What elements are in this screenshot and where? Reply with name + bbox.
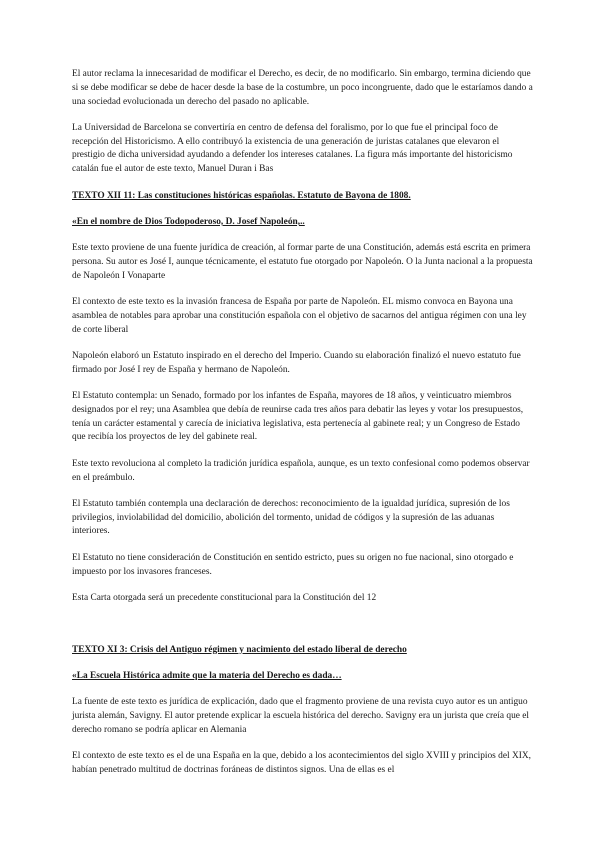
paragraph: Esta Carta otorgada será un precedente constitucional para la Constitución del 12 bbox=[72, 592, 377, 603]
section-quote: «En el nombre de Dios Todopoderoso, D. Josef Napoleón,.. bbox=[72, 216, 305, 227]
section-quote: «La Escuela Histórica admite que la materia del Derecho es dada… bbox=[72, 670, 342, 681]
paragraph: El contexto de este texto es el de una España en la que, debido a los acontecimientos del siglo XVIII y principios del XIX, habían penetrado multitud de doctrinas foráneas de distintos signos. Una de ellas es el bbox=[72, 751, 531, 775]
paragraph: El contexto de este texto es la invasión francesa de España por parte de Napoleón. EL mismo convoca en Bayona una asamblea de notables para aprobar una constitución española con el objetivo de sacarnos del antigua régimen con una ley de corte liberal bbox=[72, 297, 527, 335]
paragraph: Napoleón elaboró un Estatuto inspirado en el derecho del Imperio. Cuando su elaboración finalizó el nuevo estatuto fue firmado por José I rey de España y hermano de Napoleón. bbox=[72, 350, 521, 375]
paragraph: La Universidad de Barcelona se convertiría en centro de defensa del foralismo, por lo que fue el principal foco de recepción del Historicismo. A ello contribuyó la existencia de una generación de juristas catalanes que elevaron el prestigio de dicha universidad ayudando a defender los intereses catalanes. La figura más importante del historicismo catalán fue el autor de este texto, Manuel Duran i Bas bbox=[72, 122, 513, 175]
paragraph: El Estatuto contempla: un Senado, formado por los infantes de España, mayores de 18 años, y veinticuatro miembros designados por el rey; una Asamblea que debía de reunirse cada tres años para debatir las leyes y votar los presupuestos, tenía un carácter estamental y carecía de iniciativa legislativa, esta pertenecía al gabinete real; y un Congreso de Estado que recibía los proyectos de ley del gabinete real. bbox=[72, 391, 524, 443]
section-heading: TEXTO XII 11: Las constituciones históricas españolas. Estatuto de Bayona de 1808. bbox=[72, 190, 411, 201]
paragraph: Este texto revoluciona al completo la tradición jurídica española, aunque, es un texto confesional como podemos observar en el preámbulo. bbox=[72, 458, 530, 483]
paragraph: El Estatuto no tiene consideración de Constitución en sentido estricto, pues su origen no fue nacional, sino otorgado e impuesto por los invasores franceses. bbox=[72, 552, 514, 577]
paragraph: El Estatuto también contempla una declaración de derechos: reconocimiento de la igualdad jurídica, supresión de los privilegios, inviolabilidad del domicilio, abolición del tormento, unidad de códigos y la supresión de las aduanas interiores. bbox=[72, 498, 510, 537]
section-heading: TEXTO XI 3: Crisis del Antiguo régimen y nacimiento del estado liberal de derecho bbox=[72, 644, 407, 655]
paragraph: La fuente de este texto es jurídica de explicación, dado que el fragmento proviene de una revista cuyo autor es un antiguo jurista alemán, Savigny. El autor pretende explicar la escuela histórica del derecho. Savigny era un jurista que creía que el derecho romano se podría aplicar en Alemania bbox=[72, 697, 530, 735]
paragraph: Este texto proviene de una fuente jurídica de creación, al formar parte de una Constitución, además está escrita en primera persona. Su autor es José I, aunque técnicamente, el estatuto fue otorgado por Napoleón. O la Junta nacional a la propuesta de Napoleón I Vonaparte bbox=[72, 243, 533, 281]
paragraph: El autor reclama la innecesaridad de modificar el Derecho, es decir, de no modificarlo. Sin embargo, termina diciendo que si se debe modificar se debe de hacer desde la base de la costumbre, un poco incongruente, dado que le estaríamos dando a una sociedad evolucionada un derecho del pasado no aplicable. bbox=[72, 69, 533, 107]
